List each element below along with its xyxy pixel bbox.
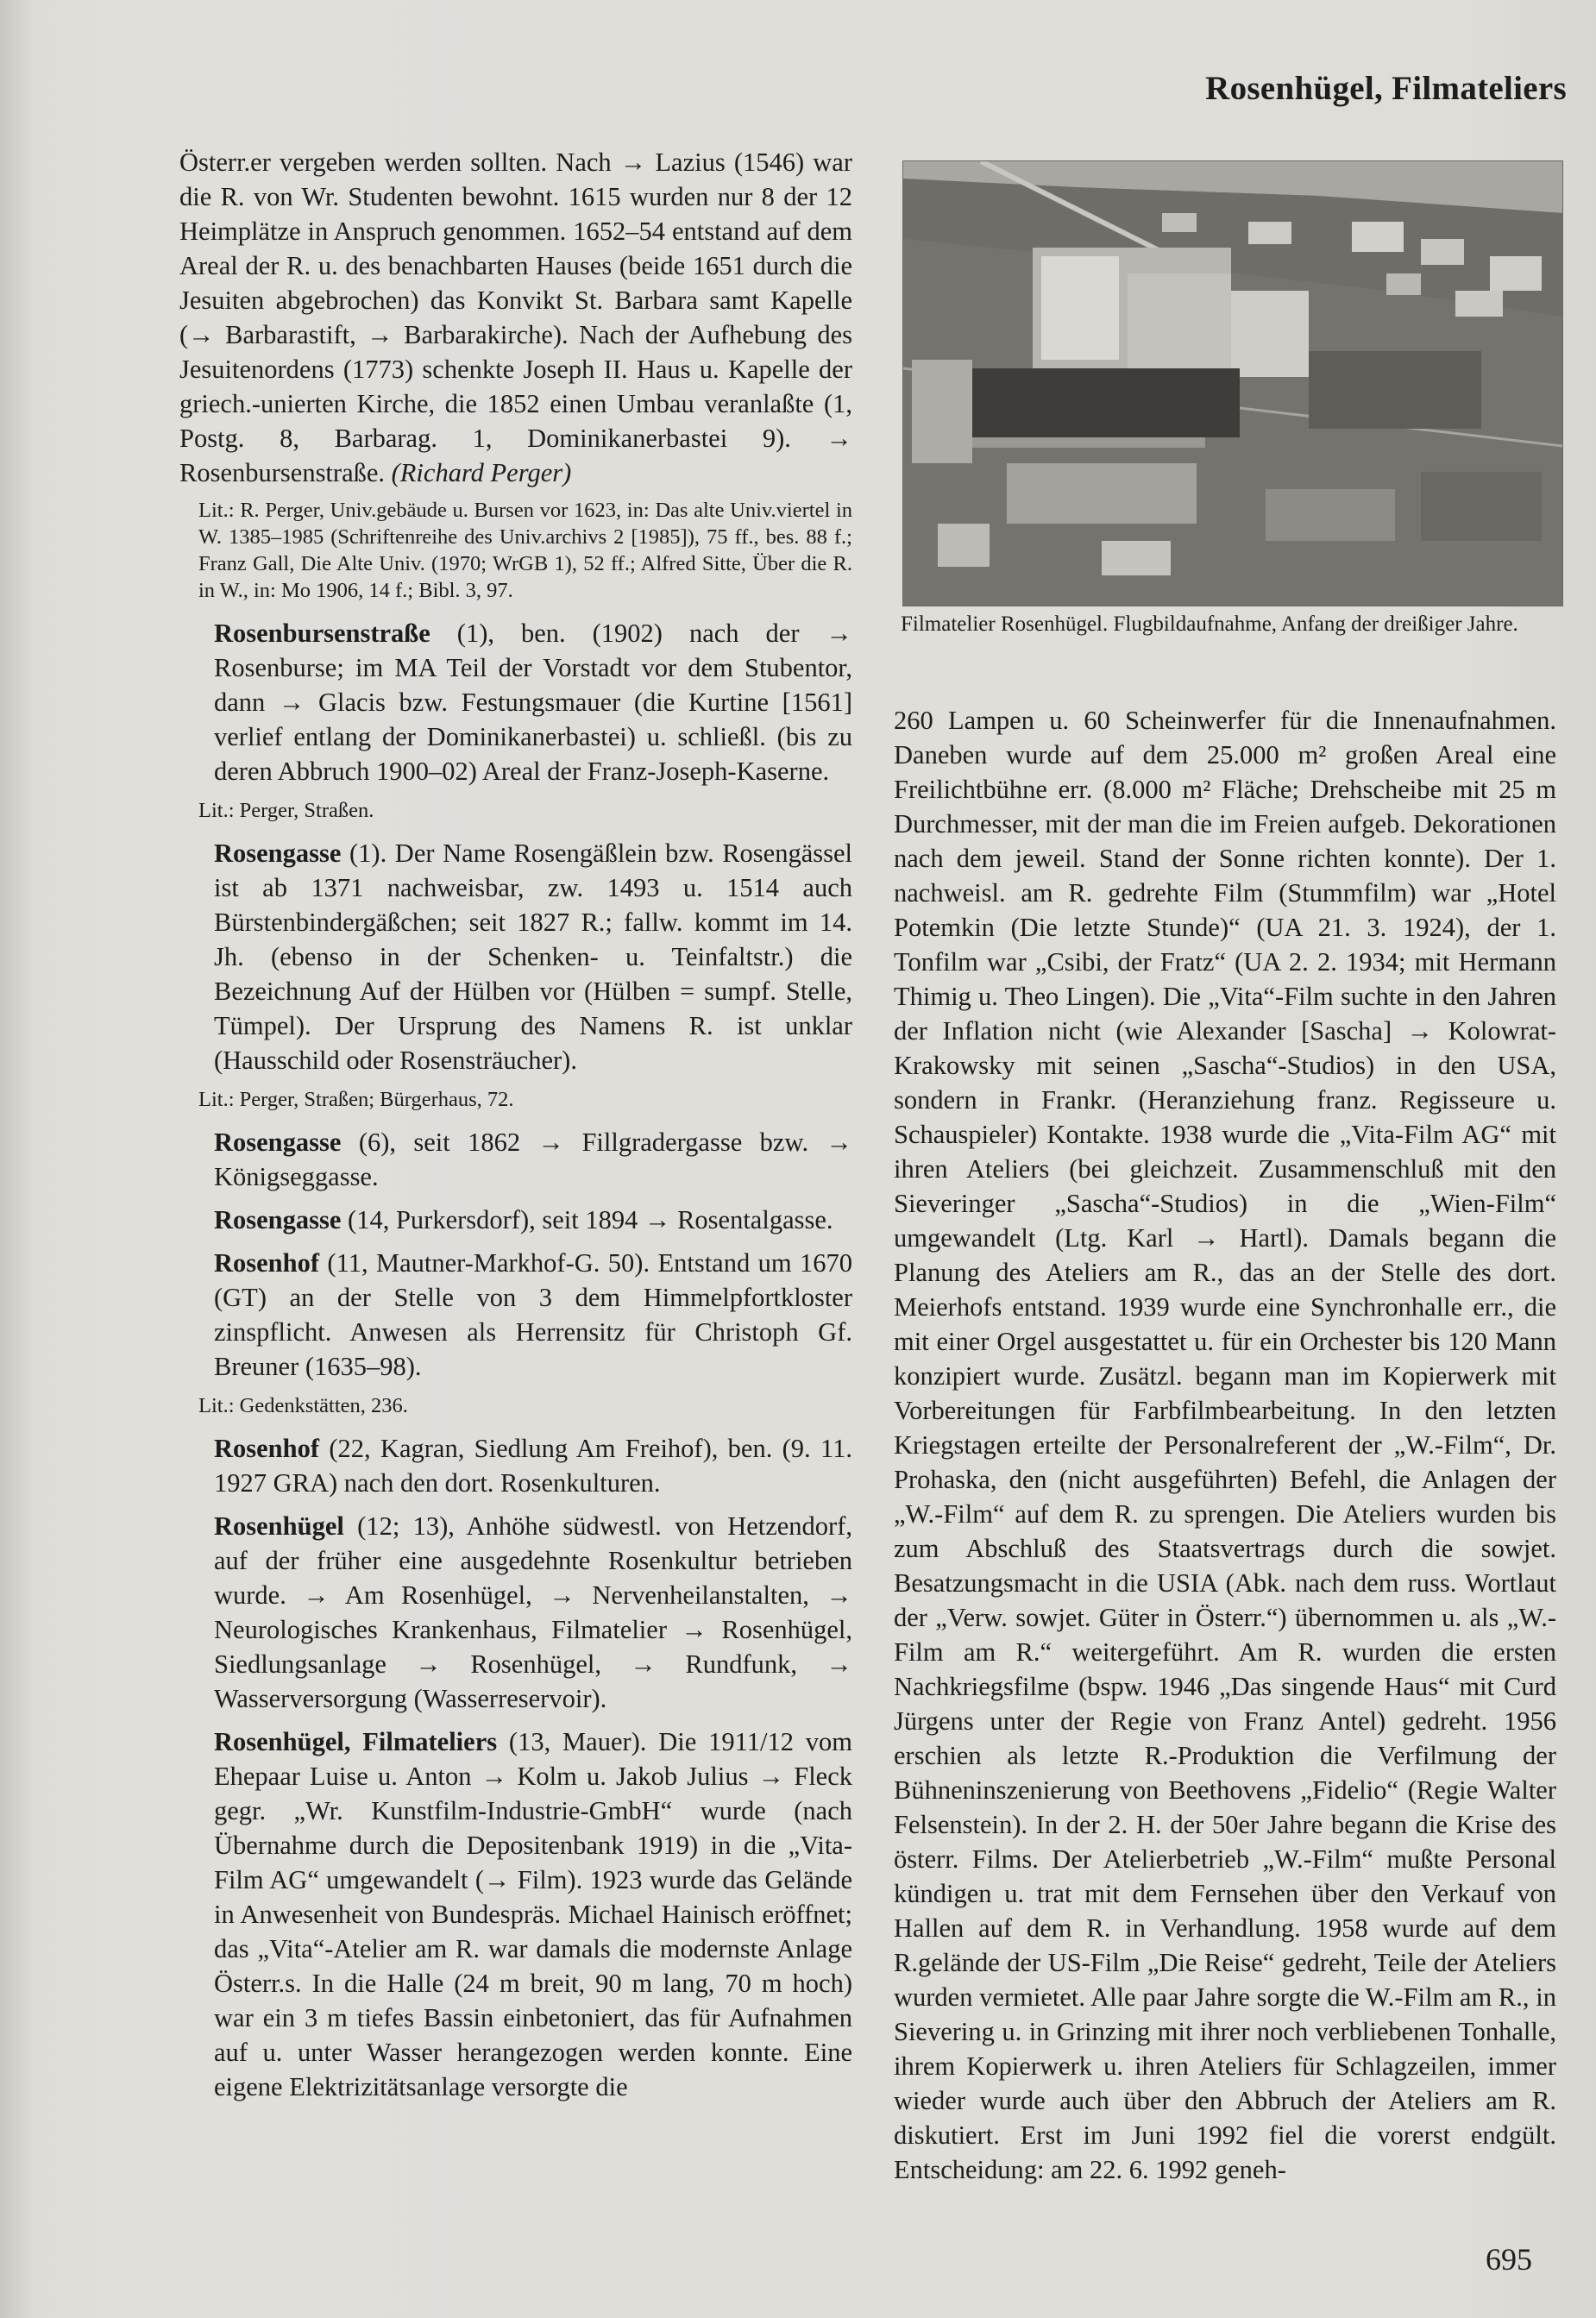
right-column-text: 260 Lampen u. 60 Scheinwerfer für die Innenaufnahmen. Daneben wurde auf dem 25.000 m² großen Areal eine Freilichtbühne err. (8.000 m² Fläche; Drehscheibe mit 25 m Durchmesser, mit der man die im Freien aufgeb. Dekorationen nach dem jeweil. Stand der Sonne richten konnte). Der 1. nachweisl. am R. gedrehte Film (Stummfilm) war „Hotel Potemkin (Die letzte Stunde)“ (UA 21. 3. 1924), der 1. Tonfilm war „Csibi, der Fratz“ (UA 2. 2. 1934; mit Hermann Thimig u. Theo Lingen). Die „Vita“-Film suchte in den Jahren der Inflation nicht (wie Alexander [Sascha] → Kolowrat-Krakowsky mit seinen „Sascha“-Studios) in den USA, sondern in Frankr. (Heranziehung franz. Regisseure u. Schauspieler) Kontakte. 1938 wurde die „Vita-Film AG“ mit ihren Ateliers (bei gleichzeit. Zusammenschluß mit den Sieveringer „Sascha“-Studios) in die „Wien-Film“ umgewandelt (Ltg. Karl → Hartl). Damals begann die Planung des Ateliers am R., das an der Stelle des dort. Meierhofs entstand. 1939 wurde eine Synchronhalle err., die mit einer Orgel ausgestattet u. für ein Orchester bis 120 Mann konzipiert wurde. Zusätzl. begann man im Kopierwerk mit Vorbereitungen für Farbfilmbearbeitung. In den letzten Kriegstagen erteilte der Personalreferent der „W.-Film“, Dr. Prohaska, den (nicht ausgeführten) Befehl, die Anlagen der „W.-Film“ auf dem R. zu sprengen. Die Ateliers wurden bis zum Abschluß des Staatsvertrags durch die sowjet. Besatzungsmacht in die USIA (Abk. nach dem russ. Wortlaut der „Verw. sowjet. Güter in Österr.“) übernommen u. als „W.-Film am R.“ weitergeführt. Am R. wurden die ersten Nachkriegsfilme (bspw. 1946 „Das singende Haus“ mit Curd Jürgens unter der Regie von Franz Antel) gedreht. 1956 erschien als letzte R.-Produktion die Verfilmung der Bühneninszenierung von Beethovens „Fidelio“ (Regie Walter Felsenstein). In der 2. H. der 50er Jahre begann die Krise des österr. Films. Der Atelierbetrieb „W.-Film“ mußte Personal kündigen u. trat mit dem Fernsehen über den Verkauf von Hallen auf dem R. in Verhandlung. 1958 wurde auf dem R.gelände der US-Film „Die Reise“ gedreht, Teile der Ateliers wurden vermietet. Alle paar Jahre sorgte die W.-Film am R., in Sievering u. in Grinzing mit ihrer noch verbliebenen Tonhalle, ihrem Kopierwerk u. ihren Ateliers für Schlagzeilen, immer wieder wurde auch über den Abbruch der Ateliers am R. diskutiert. Erst im Juni 1992 fiel die vorerst endgült. Entscheidung: am 22. 6. 1992 geneh-	[894, 706, 1556, 2184]
right-column	[894, 703, 1556, 2194]
entry-text: (6), seit 1862 → Fillgradergasse bzw. → Königseggasse.	[214, 1128, 852, 1191]
entry-rosenbursenstrasse	[179, 616, 852, 788]
entry-text: (1), ben. (1902) nach der → Rosenburse; im MA Teil der Vorstadt vor dem Stubentor, dann → Glacis bzw. Festungsmauer (die Kurtine [1561] verlief entlang der Dominikanerbastei) u. schließl. (bis zu deren Abbruch 1900–02) Areal der Franz-Joseph-Kaserne.	[214, 619, 852, 786]
figure-caption: Filmatelier Rosenhügel. Flugbildaufnahme, Anfang der dreißiger Jahre.	[901, 612, 1518, 636]
entry-lemma: Rosenhügel	[214, 1511, 344, 1541]
entry-literature: Lit.: Perger, Straßen; Bürgerhaus, 72.	[198, 1088, 514, 1111]
continuation-paragraph	[179, 145, 852, 490]
entry-lemma: Rosenhof	[214, 1248, 320, 1278]
entry-lemma: Rosenhof	[214, 1434, 320, 1463]
entry-literature: Lit.: Perger, Straßen.	[198, 799, 374, 822]
entry-lemma: Rosengasse	[214, 1205, 342, 1234]
entry-text: (1). Der Name Rosengäßlein bzw. Rosengässel ist ab 1371 nachweisbar, zw. 1493 u. 1514 auch Bürstenbindergäßchen; seit 1827 R.; fallw. kommt im 14. Jh. (ebenso in der Schenken- u. Teinfaltstr.) die Bezeichnung Auf der Hülben vor (Hülben = sumpf. Stelle, Tümpel). Der Ursprung des Namens R. ist unklar (Hausschild oder Rosensträucher).	[214, 839, 852, 1075]
entry-text: (14, Purkersdorf), seit 1894 → Rosentalgasse.	[341, 1205, 833, 1234]
continuation-author: (Richard Perger)	[391, 458, 572, 487]
entry-lemma: Rosenbursenstraße	[214, 619, 430, 648]
entry-literature: Lit.: Gedenkstätten, 236.	[198, 1394, 408, 1417]
aerial-photo	[902, 160, 1563, 606]
entry-lemma: Rosengasse	[214, 1128, 342, 1157]
entry-rosenhuegel	[179, 1509, 852, 1716]
continuation-text: Österr.er vergeben werden sollten. Nach → Lazius (1546) war die R. von Wr. Studenten bewohnt. 1615 wurden nur 8 der 12 Heimplätze in Anspruch genommen. 1652–54 entstand auf dem Areal der R. u. des benachbarten Hauses (beide 1651 durch die Jesuiten abgebrochen) das Konvikt St. Barbara samt Kapelle (→ Barbarastift, → Barbarakirche). Nach der Aufhebung des Jesuitenordens (1773) schenkte Joseph II. Haus u. Kapelle der griech.-unierten Kirche, die 1852 einen Umbau veranlaßte (1, Postg. 8, Barbarag. 1, Dominikanerbastei 9). → Rosenbursenstraße.	[179, 148, 852, 487]
entry-rosenhuegel-filmateliers	[179, 1724, 852, 2104]
entry-rosengasse-1	[179, 836, 852, 1077]
entry-rosengasse-6	[179, 1125, 852, 1194]
entry-text: (22, Kagran, Siedlung Am Freihof), ben. (9. 11. 1927 GRA) nach den dort. Rosenkulturen.	[214, 1434, 852, 1498]
entry-rosengasse-14	[179, 1203, 852, 1237]
continuation-literature: Lit.: R. Perger, Univ.gebäude u. Bursen vor 1623, in: Das alte Univ.viertel in W. 1385–1985 (Schriftenreihe des Univ.archivs 2 [1985]), 75 ff., bes. 88 f.; Franz Gall, Die Alte Univ. (1970; WrGB 1), 52 ff.; Alfred Sitte, Über die R. in W., in: Mo 1906, 14 f.; Bibl. 3, 97.	[198, 499, 852, 602]
entry-text: (13, Mauer). Die 1911/12 vom Ehepaar Luise u. Anton → Kolm u. Jakob Julius → Fleck gegr. „Wr. Kunstfilm-Industrie-GmbH“ wurde (nach Übernahme durch die Depositenbank 1919) in die „Vita-Film AG“ umgewandelt (→ Film). 1923 wurde das Gelände in Anwesenheit von Bundespräs. Michael Hainisch eröffnet; das „Vita“-Atelier am R. war damals die modernste Anlage Österr.s. In die Halle (24 m breit, 90 m lang, 70 m hoch) war ein 3 m tiefes Bassin einbetoniert, das für Aufnahmen auf u. unter Wasser herangezogen werden konnte. Eine eigene Elektrizitätsanlage versorgte die	[214, 1727, 852, 2101]
entry-lemma: Rosengasse	[214, 839, 342, 868]
entry-lemma: Rosenhügel, Filmateliers	[214, 1727, 498, 1756]
entry-text: (11, Mautner-Markhof-G. 50). Entstand um 1670 (GT) an der Stelle von 3 dem Himmelpfortkloster zinspflicht. Anwesen als Herrensitz für Christoph Gf. Breuner (1635–98).	[214, 1248, 852, 1381]
entry-text: (12; 13), Anhöhe südwestl. von Hetzendorf, auf der früher eine ausgedehnte Rosenkultur betrieben wurde. → Am Rosenhügel, → Nervenheilanstalten, → Neurologisches Krankenhaus, Filmatelier → Rosenhügel, Siedlungsanlage → Rosenhügel, → Rundfunk, → Wasserversorgung (Wasserreservoir).	[214, 1511, 852, 1713]
aerial-photo-drawing	[903, 161, 1562, 606]
entry-rosenhof-22	[179, 1431, 852, 1500]
left-column	[179, 145, 852, 2113]
entry-rosenhof-11	[179, 1246, 852, 1384]
page-number: 695	[1486, 2242, 1532, 2277]
running-head: Rosenhügel, Filmateliers	[1205, 70, 1567, 107]
